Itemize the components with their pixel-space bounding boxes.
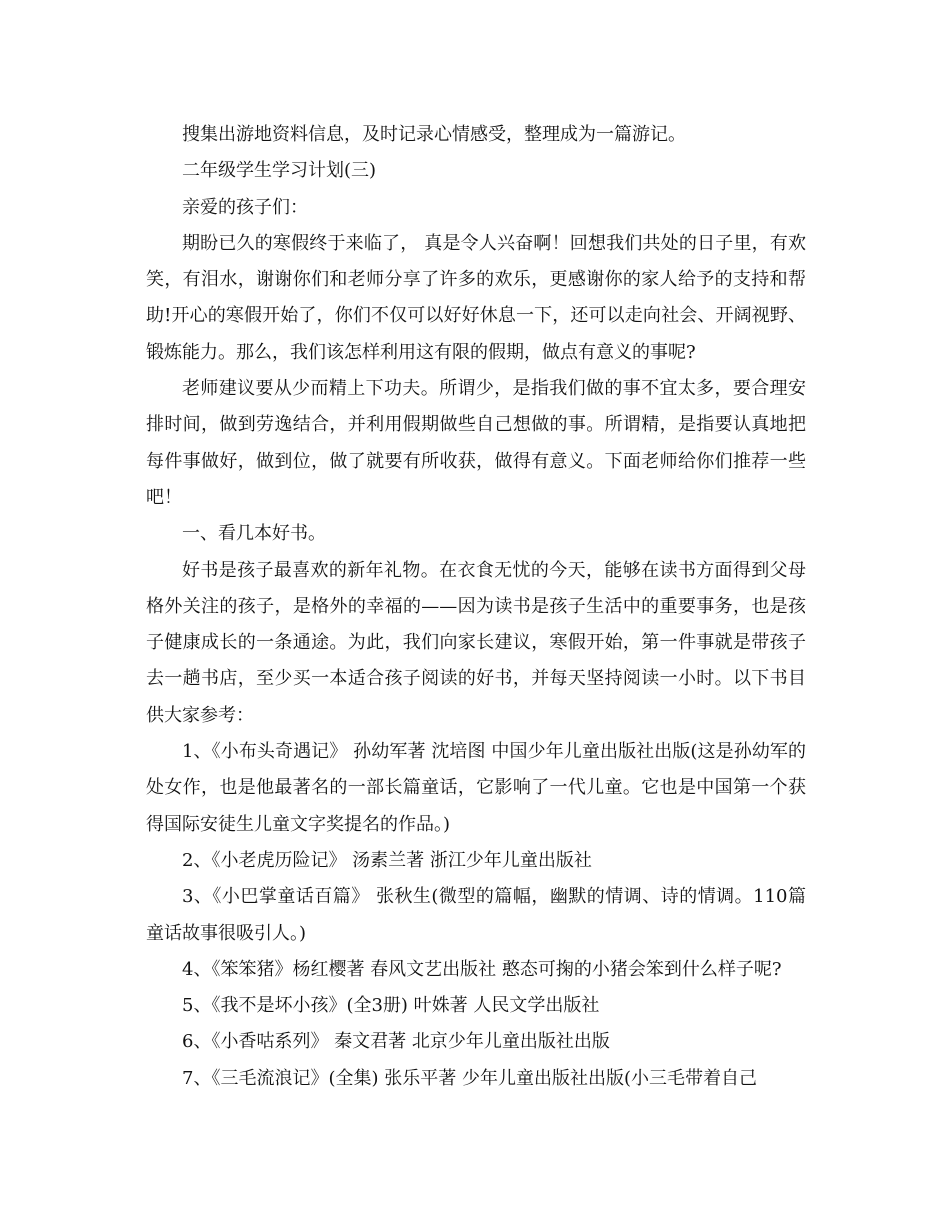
book-item-4: 4、《笨笨猪》杨红樱著 春风文艺出版社 憨态可掬的小猪会笨到什么样子呢? <box>182 958 782 980</box>
paragraph-winter-vacation: 期盼已久的寒假终于来临了， 真是令人兴奋啊！回想我们共处的日子里，有欢笑，有泪水，谢谢你们和老师分享了许多的欢乐，更感谢你的家人给予的支持和帮助!开心的寒假开始了，你们不仅可以好好休息一下，还可以走向社会、开阔视野、锻炼能力。那么，我们该怎样利用这有限的假期，做点有意义的事呢? <box>146 232 806 363</box>
section-title: 二年级学生学习计划(三) <box>182 160 377 182</box>
book-item-6: 6、《小香咕系列》 秦文君著 北京少年儿童出版社出版 <box>182 1031 610 1053</box>
book-item-3: 3、《小巴掌童话百篇》 张秋生(微型的篇幅，幽默的情调、诗的情调。110篇童话故事很吸引人。) <box>146 886 806 944</box>
salutation: 亲爱的孩子们： <box>182 196 308 218</box>
paragraph-teacher-advice: 老师建议要从少而精上下功夫。所谓少，是指我们做的事不宜太多，要合理安排时间，做到劳逸结合，并利用假期做些自己想做的事。所谓精，是指要认真地把每件事做好，做到位，做了就要有所收获，做得有意义。下面老师给你们推荐一些吧！ <box>146 378 806 508</box>
paragraph-good-books: 好书是孩子最喜欢的新年礼物。在衣食无忧的今天，能够在读书方面得到父母格外关注的孩子，是格外的幸福的——因为读书是孩子生活中的重要事务，也是孩子健康成长的一条通途。为此，我们向家长建议，寒假开始，第一件事就是带孩子去一趟书店，至少买一本适合孩子阅读的好书，并每天坚持阅读一小时。以下书目供大家参考： <box>146 559 806 726</box>
book-item-5: 5、《我不是坏小孩》(全3册) 叶姝著 人民文学出版社 <box>182 995 600 1017</box>
book-item-1: 1、《小布头奇遇记》 孙幼军著 沈培图 中国少年儿童出版社出版(这是孙幼军的处女作，也是他最著名的一部长篇童话，它影响了一代儿童。它也是中国第一个获得国际安徒生儿童文字奖提名的作品。) <box>146 741 806 835</box>
book-item-2: 2、《小老虎历险记》 汤素兰著 浙江少年儿童出版社 <box>182 849 592 871</box>
document-body <box>146 117 806 1097</box>
book-item-7: 7、《三毛流浪记》(全集) 张乐平著 少年儿童出版社出版(小三毛带着自己 <box>182 1067 757 1089</box>
heading-read-books: 一、看几本好书。 <box>182 523 326 545</box>
paragraph-travel-notes: 搜集出游地资料信息，及时记录心情感受，整理成为一篇游记。 <box>182 124 686 145</box>
